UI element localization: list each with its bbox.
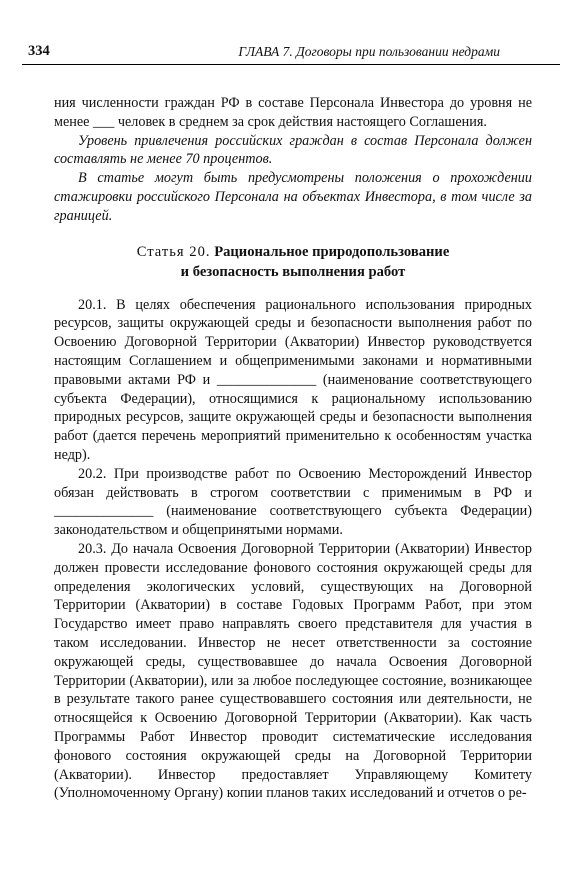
page-body: [54, 94, 532, 803]
intro-paragraph: ния численности граждан РФ в составе Персонала Инвестора до уровня не менее ___ человек в среднем за срок действия настоящего Соглашения.: [54, 95, 532, 130]
clause-20-2: 20.2. При производстве работ по Освоению Месторождений Инвестор обязан действовать в строгом соответствии с применимым в РФ и ______________ (наименование соответствующего субъекта Федерации) законодательством и общепринятыми нормами.: [54, 465, 532, 539]
clause-20-3: 20.3. До начала Освоения Договорной Территории (Акватории) Инвестор должен провести исследование фонового состояния окружающей среды для определения экологических условий, существующих на Договорной Территории (Акватории) в составе Годовых Программ Работ, при этом Государство имеет право направлять своего представителя для участия в таком исследовании. Инвестор не несет ответственности за состояние окружающей среды, существовавшее до начала Освоения Договорной Территории (Акватории), или за любое последующее состояние, возникающее в результате такого ранее существовавшего состояния или деятельности, не относящейся к Освоению Договорной Территории (Акватории). Как часть Программы Работ Инвестор проводит систематические исследования фонового состояния окружающей среды на Договорной Территории (Акватории). Инвестор предоставляет Управляющему Комитету (Уполномоченному Органу) копии планов таких исследований и отчетов о ре-: [54, 540, 532, 802]
article-label: Статья 20.: [136, 243, 211, 260]
italic-note-1: Уровень привлечения российских граждан в состав Персонала должен составлять не менее 70 процентов.: [54, 132, 532, 168]
page-number: 334: [28, 43, 50, 59]
article-title-line-2: и безопасность выполнения работ: [180, 263, 406, 280]
article-title-line-1: Рациональное природопользование: [214, 243, 450, 260]
italic-note-2: В статье могут быть предусмотрены положения о прохождении стажировки российского Персонала на объектах Инвестора, в том числе за границей.: [54, 170, 532, 224]
clause-20-1: 20.1. В целях обеспечения рационального использования природных ресурсов, защиты окружающей среды и безопасности выполнения работ по Освоению Договорной Территории (Акватории) Инвестор руководствуется настоящим Соглашением и общеприменимыми законами и нормативными правовыми актами РФ и ______________ (наименование соответствующего субъекта Федерации), относящимися к рациональному использованию природных ресурсов, защите окружающей среды и безопасности выполнения работ (дается перечень мероприятий применительно к особенностям участка недр).: [54, 296, 532, 463]
running-header: [22, 40, 560, 65]
article-heading: [54, 242, 532, 282]
running-title: ГЛАВА 7. Договоры при пользовании недрами: [238, 44, 500, 59]
